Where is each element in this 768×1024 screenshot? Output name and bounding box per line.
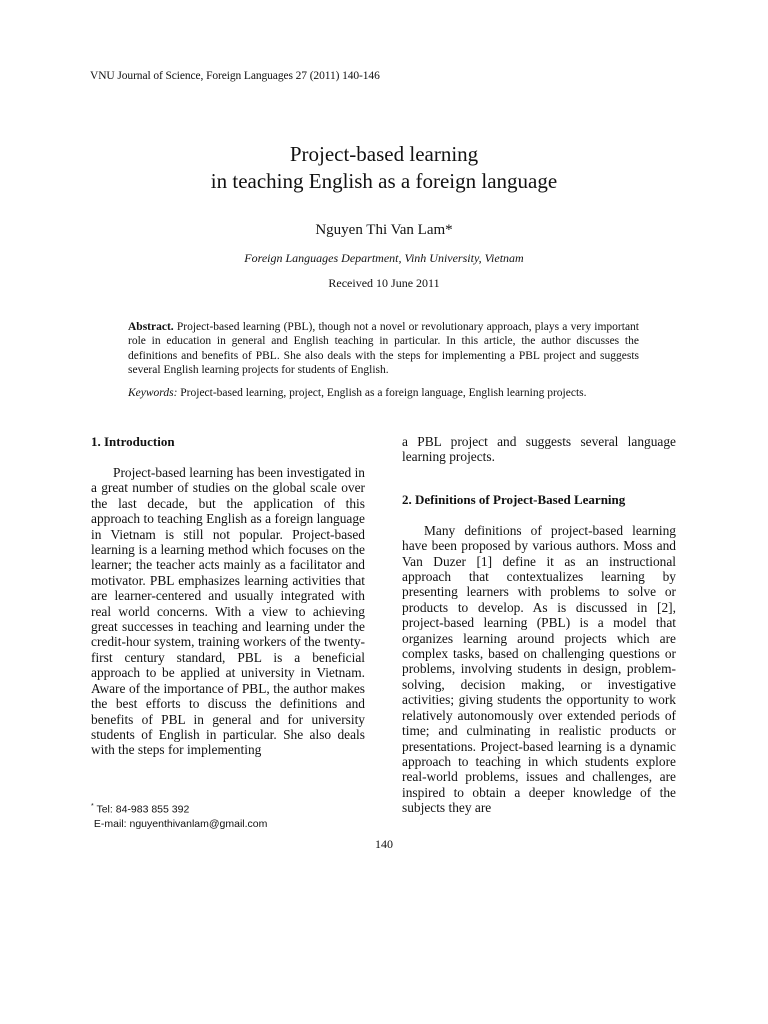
section-heading-introduction: 1. Introduction: [91, 434, 175, 449]
title-line-2: in teaching English as a foreign language: [210, 169, 558, 193]
footnote-tel: Tel: 84-983 855 392: [96, 803, 190, 816]
article-title: [0, 141, 768, 195]
title-line-1: Project-based learning: [289, 142, 479, 166]
received-date: Received 10 June 2011: [328, 276, 440, 290]
right-column: [402, 434, 676, 816]
author-affiliation: Foreign Languages Department, Vinh University, Vietnam: [244, 251, 524, 265]
author-name: Nguyen Thi Van Lam*: [315, 222, 453, 238]
keywords-text: Project-based learning, project, English as a foreign language, English learning projects.: [180, 387, 587, 399]
page-number: 140: [375, 837, 393, 851]
abstract: [128, 320, 639, 377]
running-head: VNU Journal of Science, Foreign Languages 27 (2011) 140-146: [90, 70, 380, 82]
keywords-label: Keywords:: [128, 387, 178, 399]
left-column: [91, 434, 365, 758]
definitions-paragraph: Many definitions of project-based learning have been proposed by various authors. Moss and Van Duzer [1] define it as an instructional approach that contextualizes learning by presenting learners with problems to solve or products to develop. As is discussed in [2], project-based learning (PBL) is a model that organizes learning around projects which are complex tasks, based on challenging questions or problems, involving students in design, problem-solving, decision making, or investigative activities; giving students the opportunity to work relatively autonomously over extended periods of time; and culminating in realistic products or presentations. Project-based learning is a dynamic approach to teaching in which students explore real-world problems, issues and challenges, are inspired to obtain a deeper knowledge of the subjects they are: [402, 522, 676, 816]
author-footnote: [91, 800, 267, 831]
abstract-text: Project-based learning (PBL), though not a novel or revolutionary approach, plays a very important role in education in general and English teaching in particular. In this article, the author discusses the definitions and benefits of PBL. She also deals with the steps for implementing a PBL project and suggests several English learning projects for students of English.: [128, 321, 639, 376]
introduction-continuation: a PBL project and suggests several language learning projects.: [402, 434, 676, 465]
keywords: [128, 386, 668, 400]
footnote-marker: *: [91, 803, 94, 810]
introduction-paragraph: Project-based learning has been investigated in a great number of studies on the global scale over the last decade, but the application of this approach to teaching English as a foreign language in Vietnam is still not popular. Project-based learning is a learning method which focuses on the learner; the teacher acts mainly as a facilitator and motivator. PBL emphasizes learning activities that are learner-centered and usually integrated with real world concerns. With a view to achieving great successes in teaching and learning under the credit-hour system, training workers of the twenty-first century standard, PBL is a beneficial approach to be applied at university in Vietnam. Aware of the importance of PBL, the author makes the best efforts to discuss the definitions and benefits of PBL in general and for university students of English in particular. She also deals with the steps for implementing: [91, 465, 365, 758]
abstract-label: Abstract.: [128, 321, 174, 333]
section-heading-definitions: 2. Definitions of Project-Based Learning: [402, 491, 626, 507]
footnote-email: E-mail: nguyenthivanlam@gmail.com: [93, 817, 268, 830]
